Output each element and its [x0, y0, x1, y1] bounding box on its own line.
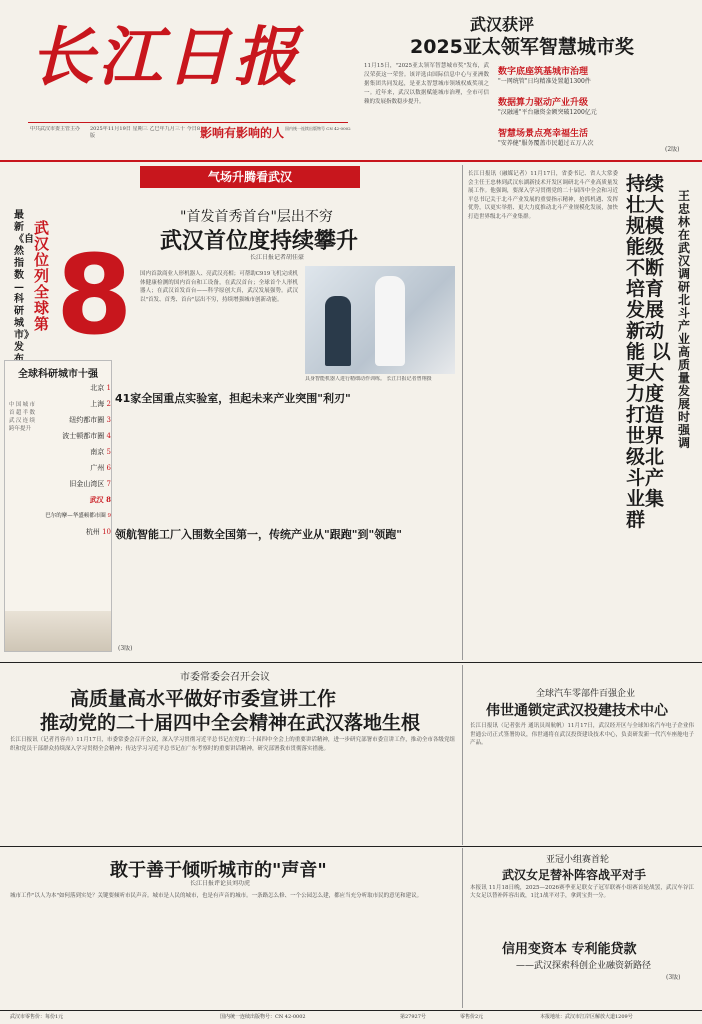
link-item[interactable]: 数据算力驱动产业升级 "汉融通"平台融资金额突破1200亿元 — [498, 98, 597, 116]
meeting-story — [0, 664, 462, 844]
footer-code: 第27927号 — [400, 1014, 426, 1020]
ranking-row: 南京 5 — [90, 448, 111, 456]
rank-byline: 长江日报记者胡佳豪 — [250, 254, 305, 261]
rank-subhead-2: 领航智能工厂入围数全国第一，传统产业从"跟跑"到"领跑" — [115, 528, 402, 541]
rank-body: 国内首款商业人形机器人、亮武汉亮相；可帮助C919飞机完成机体健康检测的国内首台和工设备，在武汉首台；全球首个人形机器人；在武汉首发首台——科学原创大真，武汉发展强势。武汉以"首发、首秀、首台"层出不穷，持续增强城市创新动能。 — [140, 271, 298, 303]
brief-football — [466, 848, 698, 928]
section-banner — [140, 166, 360, 188]
top-story-links — [498, 64, 698, 149]
robot-figure — [375, 276, 405, 366]
ranking-row: 巴尔的摩—华盛顿都市圈 9 — [45, 513, 111, 519]
ranking-row: 波士顿都市圈 4 — [62, 432, 111, 440]
top-story-page-ref[interactable]: (2版) — [665, 146, 680, 153]
top-story-body: 11月15日，"2025亚太领军智慧城市奖"发布，武汉荣获这一荣誉。该评选由国际信息中心与亚洲数据集团共同发起，是亚太智慧城市领域权威奖项之一。近年来，武汉以数据赋能城市治理，全市可信赖的发展指数稳步提升。 — [364, 63, 489, 105]
rank-photo — [305, 266, 455, 374]
rank-vertical-sub: 最新《自然指数—科研城市》发 — [14, 210, 34, 353]
ranking-row: 上海 2 — [90, 400, 111, 408]
rank-number: 8 — [56, 231, 133, 359]
side-story-title: 持续壮大规模能级 不断培育发展新动能 以更大力度打造世界级北斗产业集群 — [626, 173, 671, 531]
ranking-row: 广州 6 — [90, 464, 111, 472]
ranking-list — [37, 383, 111, 543]
footer-address: 本报地址：武汉市江岸区解放大道1209号 — [540, 1014, 633, 1020]
right-story-body: 长江日报讯（记者张丹 通讯员周航帆）11月17日，武汉经开区与全球知名汽车电子企业伟世通公司正式签署协议，伟世通将在武汉投资建设技术中心，负责研发新一代汽车座舱电子产品。 — [470, 723, 694, 746]
newspaper-logo: 长江日报 — [30, 20, 302, 95]
ranking-row-wuhan: 武汉 8 — [89, 495, 111, 504]
rank-title: 武汉首位度持续攀升 — [160, 229, 359, 254]
ranking-row: 旧金山湾区 7 — [69, 480, 111, 488]
right-story-title: 伟世通锁定武汉投建技术中心 — [486, 703, 668, 719]
masthead-slogan: 影响有影响的人 — [200, 126, 285, 140]
top-story — [360, 6, 698, 156]
meeting-title-2: 推动党的二十届四中全会精神在武汉落地生根 — [40, 712, 421, 734]
footer-price-local: 武汉市零售价：每份1元 — [10, 1014, 64, 1020]
top-story-kicker: 武汉获评 — [470, 15, 535, 34]
photo-caption: 具身智能机器人进行精细动作训练。 长江日报记者曾翔摄 — [305, 376, 432, 382]
brief2-sub: ——武汉探索科创企业融资新路径 — [516, 961, 652, 971]
link-item[interactable]: 数字底座筑基城市治理 "一网统管"日均精准处置超1300件 — [498, 67, 591, 85]
commentary-body: 城市工作"以人为本"如何落到实处？关键要倾听市民声音。城市是人民的城市，也是有声音的城市。一条路怎么修、一个公园怎么建，都应当充分听取市民的意见和建议。 — [10, 893, 423, 899]
top-story-title: 2025亚太领军智慧城市奖 — [410, 36, 634, 58]
footer-price: 零售价2元 — [460, 1014, 484, 1020]
rank-page-ref[interactable]: (3版) — [118, 645, 133, 652]
brief-credit — [466, 930, 698, 1008]
rank-kicker: "首发首秀首台"层出不穷 — [180, 209, 333, 225]
person-figure — [325, 296, 351, 366]
link-item[interactable]: 智慧场景点亮幸福生活 "安养健"服务覆盖市民超过五万人次 — [498, 129, 594, 147]
ranking-title: 全球科研城市十强 — [18, 369, 98, 380]
footer — [0, 1012, 702, 1024]
meeting-kicker: 市委常委会召开会议 — [180, 672, 270, 683]
side-story-body: 长江日报讯（融媒记者）11月17日，省委书记、省人大常委会主任王忠林到武汉东湖新技术开发区调研北斗产业高质量发展工作。他强调，要深入学习贯彻党的二十届四中全会和习近平总书记关于北斗产业发展的重要指示精神，抢抓机遇、发挥优势，以更实举措、更大力度推动北斗产业规模化发展，加快打造世界级北斗产业集群。 — [468, 171, 618, 220]
ranking-row: 杭州 10 — [85, 528, 111, 536]
ranking-side-label: 中国城市首超半数 武汉连续跨年提升 — [9, 402, 35, 432]
meeting-body: 长江日报讯（记者肖容卉）11月17日，市委常委会召开会议，深入学习贯彻习近平总书记在党的二十届四中全会上的重要讲话精神，进一步研究部署市委宣讲工作，推动全市各级党组织和党员干部群众持续深入学习贯彻全会精神；传达学习习近平总书记在广东考察时的重要讲话精神，研究部署我市贯彻落实措施。 — [10, 737, 455, 752]
masthead-info-org: 中共武汉市委主管主办 — [30, 126, 81, 132]
ranking-row: 纽约都市圈 3 — [69, 416, 111, 424]
rank-subhead-1: 41家全国重点实验室，担起未来产业突围"利刃" — [115, 392, 351, 405]
brief1-body: 本报讯 11月18日晚，2025—2026赛季亚足联女子冠军联赛小组赛首轮战罢，武汉车谷江大女足以替补阵容出战，1比1战平对手，拿到宝贵一分。 — [470, 885, 694, 899]
masthead — [0, 0, 355, 140]
banner-text: 气场升腾看武汉 — [207, 170, 292, 184]
commentary-title: 敢于善于倾听城市的"声音" — [110, 860, 327, 881]
right-story-kicker: 全球汽车零部件百强企业 — [536, 689, 636, 699]
right-story — [466, 664, 698, 844]
ranking-box — [4, 360, 112, 652]
side-story-lead: 王忠林在武汉调研北斗产业高质量发展时强调 — [678, 189, 691, 450]
brief2-page-ref[interactable]: (3版) — [666, 974, 681, 981]
ranking-skyline — [5, 611, 111, 651]
commentary — [0, 848, 462, 1008]
commentary-byline: 长江日报评论员刘功虎 — [190, 880, 251, 887]
rank-vertical-title: 武汉位列全球第 — [34, 219, 50, 333]
ranking-row: 北京 1 — [90, 384, 111, 392]
side-story — [466, 166, 698, 656]
brief1-title: 武汉女足替补阵容战平对手 — [502, 868, 647, 882]
footer-cn: 国内统一连续出版物号：CN 42-0002 — [220, 1014, 306, 1020]
brief1-kicker: 亚冠小组赛首轮 — [546, 855, 610, 865]
meeting-title-1: 高质量高水平做好市委宣讲工作 — [70, 688, 337, 710]
masthead-date: 2025年11月19日 星期三 乙巳年九月三十 今日8版 — [90, 126, 200, 139]
brief2-title: 信用变资本 专利能贷款 — [502, 942, 637, 957]
masthead-cn-number: 国内统一连续出版物号 CN 42-0002 — [285, 126, 351, 131]
